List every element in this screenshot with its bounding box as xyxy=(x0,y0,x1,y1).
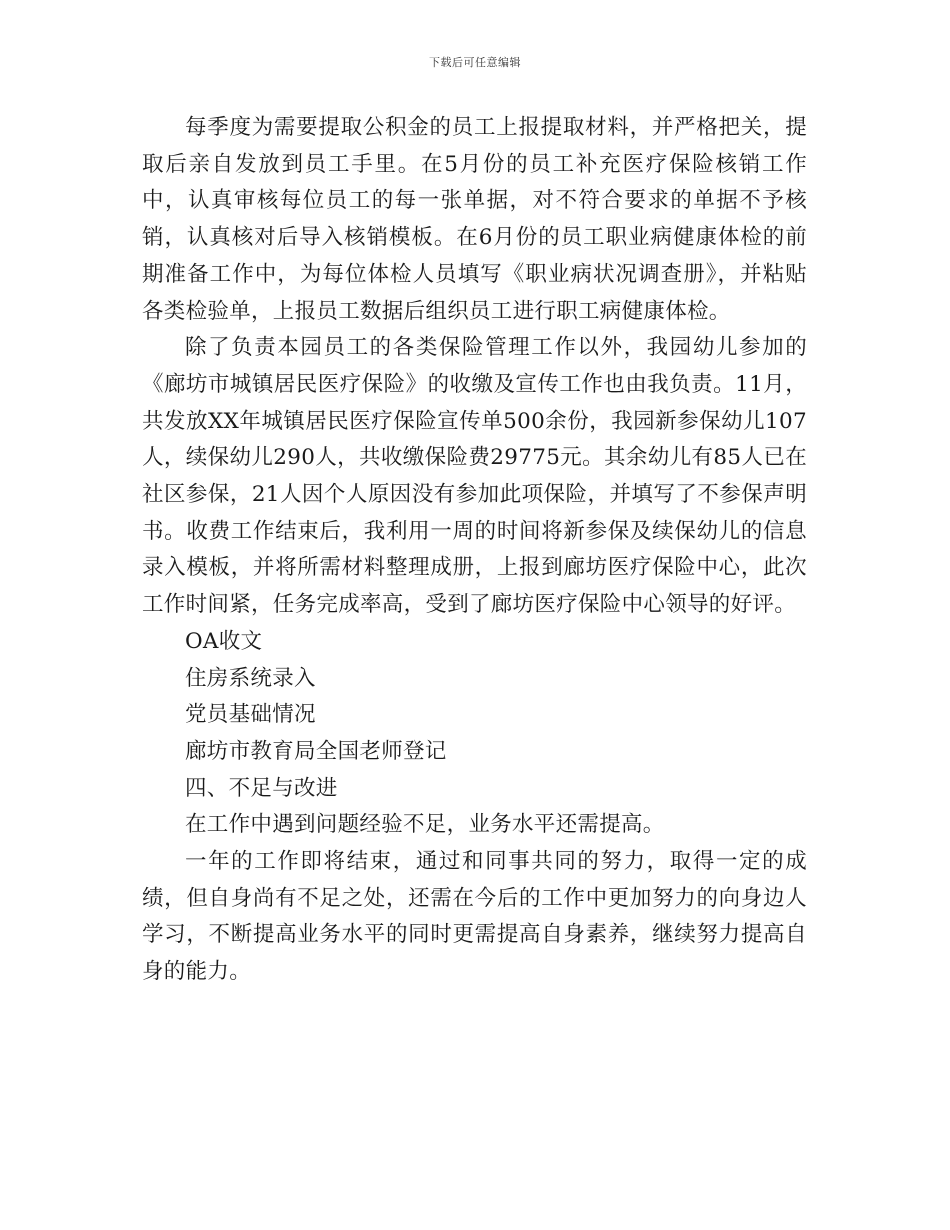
list-item-oa: OA收文 xyxy=(185,628,263,654)
document-body xyxy=(142,110,807,991)
paragraph-child-insurance: 除了负责本园员工的各类保险管理工作以外，我园幼儿参加的《廊坊市城镇居民医疗保险》的收缴及宣传工作也由我负责。11月，共发放XX年城镇居民医疗保险宣传单500余份，我园新参保幼儿107人，续保幼儿290人，共收缴保险费29775元。其余幼儿有85人已在社区参保，21人因个人原因没有参加此项保险，并填写了不参保声明书。收费工作结束后，我利用一周的时间将新参保及续保幼儿的信息录入模板，并将所需材料整理成册，上报到廊坊医疗保险中心，此次工作时间紧，任务完成率高，受到了廊坊医疗保险中心领导的好评。 xyxy=(142,335,807,618)
page-header: 下载后可任意编辑 xyxy=(429,56,521,69)
paragraph-shortcomings: 在工作中遇到问题经验不足，业务水平还需提高。 xyxy=(185,812,665,838)
list-item-teacher-registration: 廊坊市教育局全国老师登记 xyxy=(185,738,447,764)
list-item-housing: 住房系统录入 xyxy=(185,665,316,691)
list-item-party-members: 党员基础情况 xyxy=(185,702,316,728)
paragraph-conclusion: 一年的工作即将结束，通过和同事共同的努力，取得一定的成绩，但自身尚有不足之处，还需在今后的工作中更加努力的向身边人学习，不断提高业务水平的同时更需提高自身素养，继续努力提高自身的能力。 xyxy=(142,849,807,985)
paragraph-insurance-work: 每季度为需要提取公积金的员工上报提取材料，并严格把关，提取后亲自发放到员工手里。在5月份的员工补充医疗保险核销工作中，认真审核每位员工的每一张单据，对不符合要求的单据不予核销，认真核对后导入核销模板。在6月份的员工职业病健康体检的前期准备工作中，为每位体检人员填写《职业病状况调查册》，并粘贴各类检验单，上报员工数据后组织员工进行职工病健康体检。 xyxy=(142,115,807,324)
section-heading-improvements: 四、不足与改进 xyxy=(185,775,338,801)
